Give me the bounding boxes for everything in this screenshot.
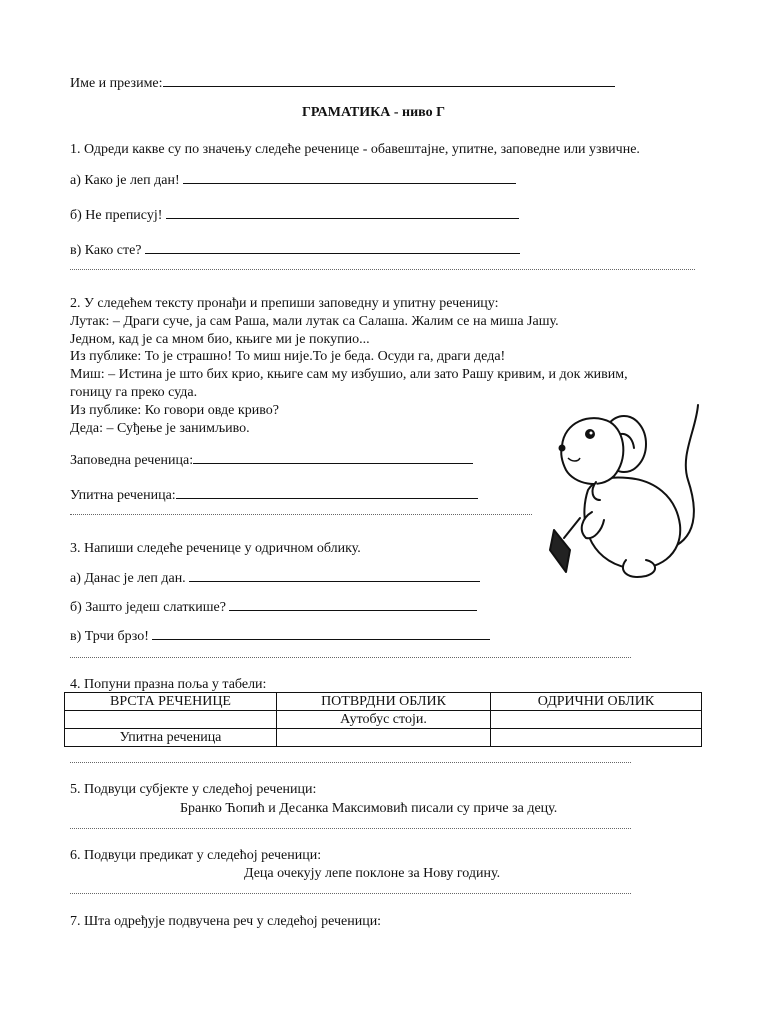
- task3-item-b-text: б) Зашто једеш слаткише?: [70, 600, 226, 615]
- task3-answer-a[interactable]: [189, 569, 480, 582]
- table-cell: Аутобус стоји.: [277, 711, 491, 729]
- task1-answer-v[interactable]: [145, 241, 520, 254]
- table-cell[interactable]: [277, 729, 491, 747]
- task1-instruction: 1. Одреди какве су по значењу следеће реченице - обавештајне, упитне, заповедне или узвичне.: [70, 142, 640, 157]
- task2-text-line: Из публике: То је страшно! То миш није.То је беда. Осуди га, драги деда!: [70, 349, 506, 364]
- task7-instruction: 7. Шта одређује подвучена реч у следећој реченици:: [70, 914, 382, 929]
- table-header: ПОТВРДНИ ОБЛИК: [277, 693, 491, 711]
- task1-item-a: [70, 171, 516, 189]
- task4-instruction: 4. Попуни празна поља у табели:: [70, 677, 267, 692]
- table-header: ОДРИЧНИ ОБЛИК: [491, 693, 702, 711]
- table-cell[interactable]: [491, 729, 702, 747]
- table-row: [65, 711, 702, 729]
- table-row: [65, 729, 702, 747]
- task6-sentence: Деца очекују лепе поклоне за Нову годину.: [244, 866, 501, 881]
- task3-item-a-text: а) Данас је леп дан.: [70, 571, 186, 586]
- page-title: ГРАМАТИКА - ниво Г: [302, 105, 446, 120]
- task1-item-b-text: б) Не преписуј!: [70, 208, 163, 223]
- task1-answer-a[interactable]: [183, 171, 516, 184]
- task1-item-b: [70, 206, 519, 224]
- task3-instruction: 3. Напиши следеће реченице у одричном облику.: [70, 541, 361, 556]
- table-cell[interactable]: [491, 711, 702, 729]
- task3-item-v-text: в) Трчи брзо!: [70, 629, 149, 644]
- task1-item-v-text: в) Како сте?: [70, 243, 142, 258]
- name-blank[interactable]: [163, 74, 615, 87]
- task2-answer-question: [70, 486, 478, 504]
- task2-text-line: Деда: – Суђење је занимљиво.: [70, 421, 250, 436]
- question-label: Упитна реченица:: [70, 488, 176, 503]
- divider: [70, 514, 532, 515]
- task3-answer-v[interactable]: [152, 627, 490, 640]
- task1-answer-b[interactable]: [166, 206, 519, 219]
- mouse-illustration: [548, 400, 708, 585]
- task1-item-a-text: а) Како је леп дан!: [70, 173, 180, 188]
- name-line: [70, 74, 615, 92]
- task5-sentence: Бранко Ћопић и Десанка Максимовић писали су приче за децу.: [180, 801, 558, 816]
- question-blank[interactable]: [176, 486, 478, 499]
- task2-text-line: Једном, кад је са мном био, књиге ми је покупио...: [70, 332, 370, 347]
- task2-text-line: Лутак: – Драги суче, ја сам Раша, мали лутак са Салаша. Жалим се на миша Јашу.: [70, 314, 559, 329]
- table-header: ВРСТА РЕЧЕНИЦЕ: [65, 693, 277, 711]
- task5-instruction: 5. Подвуци субјекте у следећој реченици:: [70, 782, 317, 797]
- task2-text-line: гоницу га преко суда.: [70, 385, 198, 400]
- table-cell[interactable]: [65, 711, 277, 729]
- sentence-table: [64, 692, 702, 747]
- divider: [70, 269, 695, 270]
- name-label: Име и презиме:: [70, 76, 163, 91]
- divider: [70, 762, 631, 763]
- imperative-label: Заповедна реченица:: [70, 453, 194, 468]
- task2-text-line: Из публике: Ко говори овде криво?: [70, 403, 279, 418]
- divider: [70, 657, 631, 658]
- imperative-blank[interactable]: [193, 451, 473, 464]
- divider: [70, 828, 631, 829]
- task1-item-v: [70, 241, 520, 259]
- divider: [70, 893, 631, 894]
- table-cell: Упитна реченица: [65, 729, 277, 747]
- task3-item-v: [70, 627, 490, 645]
- task3-answer-b[interactable]: [229, 598, 477, 611]
- task2-text-line: Миш: – Истина је што бих крио, књиге сам му избушио, али зато Рашу кривим, и док живим,: [70, 367, 628, 382]
- table-header-row: [65, 693, 702, 711]
- task2-instruction: 2. У следећем тексту пронађи и препиши заповедну и упитну реченицу:: [70, 296, 499, 311]
- task2-answer-imperative: [70, 451, 473, 469]
- task3-item-a: [70, 569, 480, 587]
- task3-item-b: [70, 598, 477, 616]
- task6-instruction: 6. Подвуци предикат у следећој реченици:: [70, 848, 322, 863]
